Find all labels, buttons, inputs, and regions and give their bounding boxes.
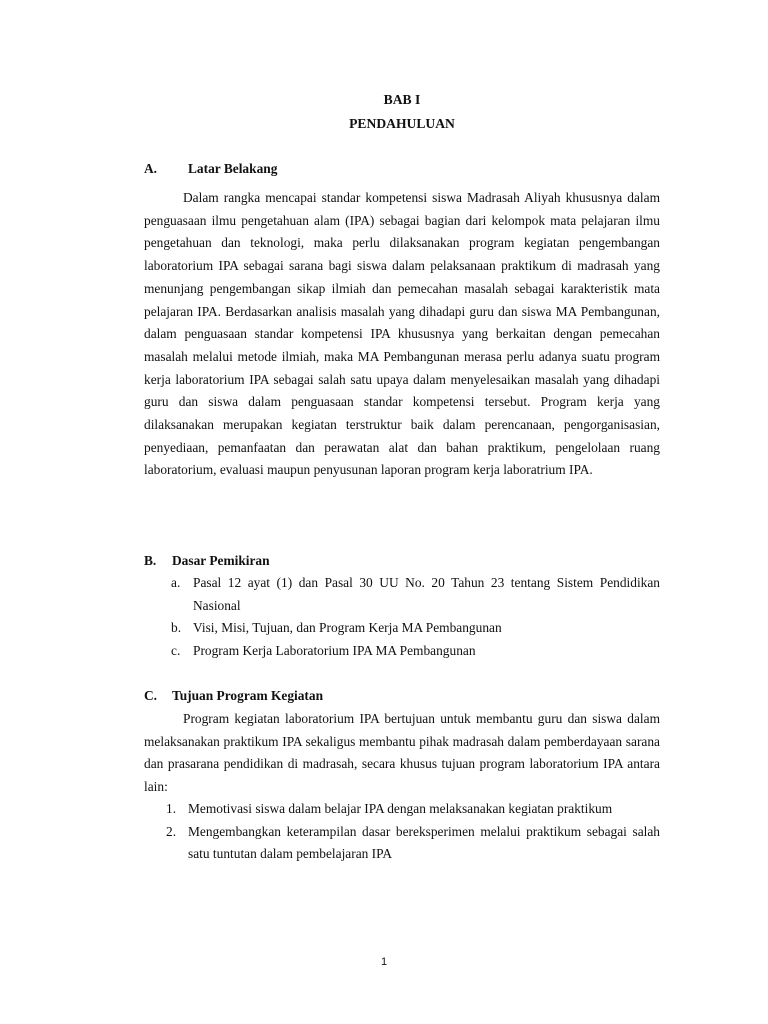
chapter-title: PENDAHULUAN	[349, 116, 455, 131]
list-marker: b.	[171, 620, 182, 636]
page-number: 1	[380, 956, 388, 968]
list-item-text: Visi, Misi, Tujuan, dan Program Kerja MA Pembangunan	[193, 620, 502, 636]
section-b-list	[171, 572, 660, 663]
list-marker: 2.	[166, 823, 177, 839]
section-a-title: Latar Belakang	[188, 161, 278, 176]
list-item-text: Mengembangkan keterampilan dasar bereksperimen melalui praktikum sebagai salah satu tuntutan dalam pembelajaran IPA	[188, 823, 660, 862]
section-a-paragraph: Dalam rangka mencapai standar kompetensi siswa Madrasah Aliyah khususnya dalam penguasaan ilmu pengetahuan alam (IPA) sebagai bagian dari kelompok mata pelajaran ilmu pengetahuan dan teknologi, maka perlu dilaksanakan program kegiatan pengembangan laboratorium IPA sebagai sarana bagi siswa dalam pelaksanaan praktikum di madrasah yang menunjang pengembangan sikap ilmiah dan pemecahan masalah sebagai karakteristik mata pelajaran IPA. Berdasarkan analisis masalah yang dihadapi guru dan siswa MA Pembangunan, dalam penguasaan standar kompetensi IPA khususnya yang berkaitan dengan pemecahan masalah melalui metode ilmiah, maka MA Pembangunan merasa perlu adanya suatu program kerja laboratorium IPA sebagai salah satu upaya dalam menyelesaikan masalah yang dihadapi guru dan siswa dalam penguasaan standar kompetensi tersebut. Program kerja yang dilaksanakan merupakan kegiatan terstruktur baik dalam perencanaan, pengorganisasian, penyediaan, pemanfaatan dan perawatan alat dan bahan praktikum, pengelolaan ruang laboratorium, evaluasi maupun penyusunan laporan program kerja laboratrium IPA.	[144, 190, 660, 478]
section-c-number: C.	[144, 688, 158, 703]
list-item	[166, 821, 660, 866]
list-item	[171, 572, 660, 617]
list-item	[171, 640, 660, 663]
list-marker: 1.	[166, 801, 177, 816]
list-marker: c.	[171, 643, 181, 659]
list-marker: a.	[171, 575, 181, 590]
section-c-list	[166, 798, 660, 866]
list-item-text: Memotivasi siswa dalam belajar IPA dengan melaksanakan kegiatan praktikum	[188, 801, 613, 816]
section-b-title: Dasar Pemikiran	[172, 553, 270, 568]
section-b-number: B.	[144, 553, 157, 568]
section-a-number: A.	[144, 161, 158, 176]
section-c-title: Tujuan Program Kegiatan	[172, 688, 324, 703]
list-item	[171, 617, 660, 640]
section-b-heading	[144, 551, 660, 571]
list-item-text: Pasal 12 ayat (1) dan Pasal 30 UU No. 20 Tahun 23 tentang Sistem Pendidikan Nasional	[193, 575, 660, 613]
chapter-label: BAB I	[383, 92, 421, 107]
list-item-text: Program Kerja Laboratorium IPA MA Pembangunan	[193, 643, 476, 659]
section-c-heading	[144, 686, 660, 706]
section-a-heading	[144, 159, 660, 179]
list-item	[166, 798, 660, 821]
section-c-paragraph: Program kegiatan laboratorium IPA bertujuan untuk membantu guru dan siswa dalam melaksanakan praktikum IPA sekaligus membantu pihak madrasah dalam pemberdayaan sarana dan prasarana pendidikan di madrasah, secara khusus tujuan program laboratorium IPA antara lain:	[144, 711, 660, 795]
